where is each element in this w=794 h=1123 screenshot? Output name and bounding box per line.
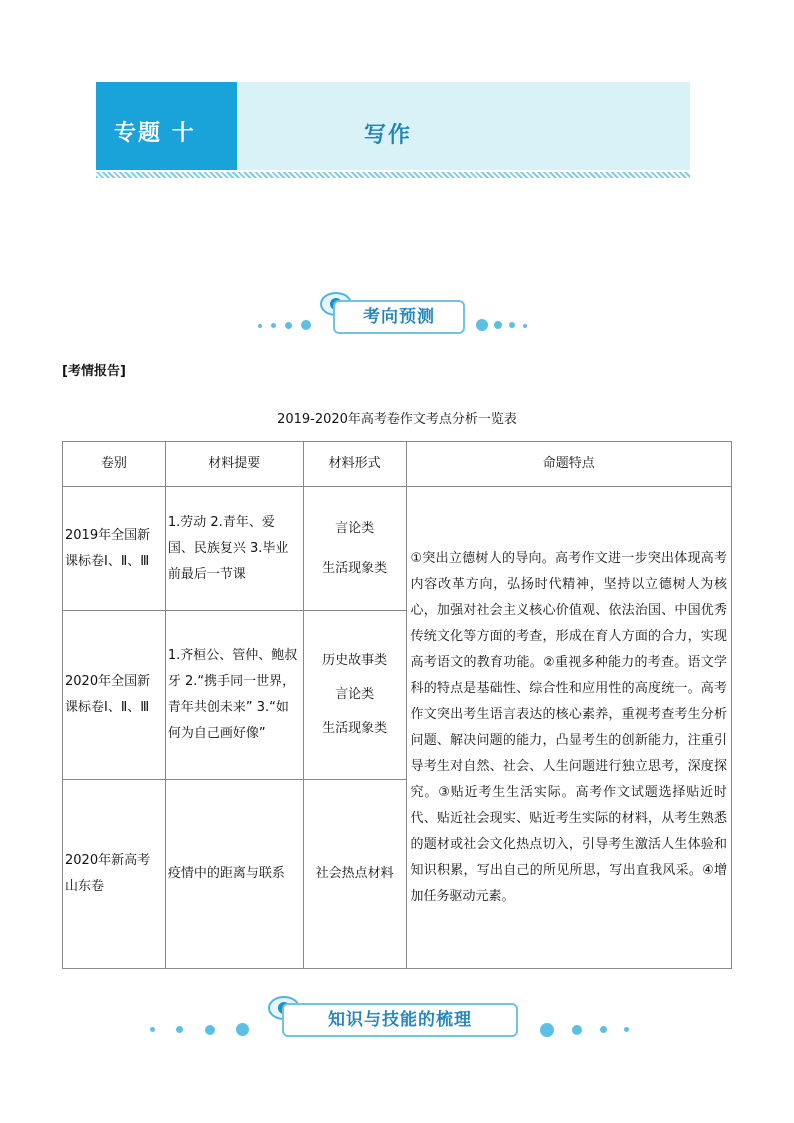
decor-dot	[540, 1023, 554, 1037]
cell-paper: 2020年全国新课标卷Ⅰ、Ⅱ、Ⅲ	[63, 611, 166, 780]
decor-dot	[205, 1025, 215, 1035]
cell-paper: 2019年全国新课标卷Ⅰ、Ⅱ、Ⅲ	[63, 487, 166, 611]
form-item: 言论类	[335, 687, 375, 702]
cell-form	[303, 611, 406, 780]
decor-dot	[509, 322, 515, 328]
topic-label: 专题 十	[114, 120, 196, 146]
table-row	[63, 487, 732, 611]
decor-dot	[236, 1023, 249, 1036]
form-item: 社会热点材料	[315, 866, 394, 881]
col-header-summary: 材料提要	[165, 442, 303, 487]
section-title-knowledge: 知识与技能的梳理	[282, 1003, 518, 1037]
decor-dot	[572, 1025, 582, 1035]
cell-feature: ①突出立德树人的导向。高考作文进一步突出体现高考内容改革方向，弘扬时代精神，坚持以立德树人为核心，加强对社会主义核心价值观、依法治国、中国优秀传统文化等方面的考查，形成在育人方面的合力，实现高考语文的教育功能。②重视多种能力的考查。语文学科的特点是基础性、综合性和应用性的高度统一。高考作文突出考生语言表达的核心素养，重视考查考生分析问题、解决问题的能力，凸显考生的创新能力，注重引导考生对自然、社会、人生问题进行独立思考，深度探究。③贴近考生生活实际。高考作文试题选择贴近时代、贴近社会现实、贴近考生实际的材料，从考生熟悉的题材或社会文化热点切入，引导考生激活人生体验和知识积累，写出自己的所见所思，写出直我风采。④增加任务驱动元素。	[406, 487, 731, 969]
form-item: 生活现象类	[322, 560, 388, 576]
form-item: 生活现象类	[322, 721, 388, 736]
decor-dot	[176, 1026, 183, 1033]
decor-dot	[600, 1026, 607, 1033]
col-header-feature: 命题特点	[406, 442, 731, 487]
cell-summary: 1.齐桓公、管仲、鲍叔牙 2.“携手同一世界，青年共创未来” 3.“如何为自己画好像”	[165, 611, 303, 780]
cell-summary: 疫情中的距离与联系	[165, 780, 303, 969]
decor-dot	[624, 1027, 629, 1032]
col-header-paper: 卷别	[63, 442, 166, 487]
decor-dot	[523, 324, 527, 328]
table-header-row	[63, 442, 732, 487]
decor-dot	[301, 320, 311, 330]
col-header-form: 材料形式	[303, 442, 406, 487]
topic-banner	[96, 82, 690, 170]
section-title-forecast: 考向预测	[333, 300, 465, 334]
report-label: [考情报告]	[62, 364, 126, 379]
cell-form	[303, 487, 406, 611]
form-item: 言论类	[335, 520, 375, 536]
decor-dot	[271, 323, 276, 328]
analysis-table	[62, 441, 732, 969]
topic-label-block	[96, 82, 237, 170]
topic-title: 写作	[364, 122, 413, 148]
banner-divider	[96, 172, 690, 178]
cell-paper: 2020年新高考山东卷	[63, 780, 166, 969]
cell-form	[303, 780, 406, 969]
table-title: 2019-2020年高考卷作文考点分析一览表	[277, 412, 517, 427]
cell-summary: 1.劳动 2.青年、爱国、民族复兴 3.毕业前最后一节课	[165, 487, 303, 611]
decor-dot	[150, 1027, 155, 1032]
form-item: 历史故事类	[322, 653, 388, 668]
decor-dot	[285, 322, 292, 329]
decor-dot	[476, 319, 488, 331]
decor-dot	[258, 324, 262, 328]
decor-dot	[494, 321, 502, 329]
